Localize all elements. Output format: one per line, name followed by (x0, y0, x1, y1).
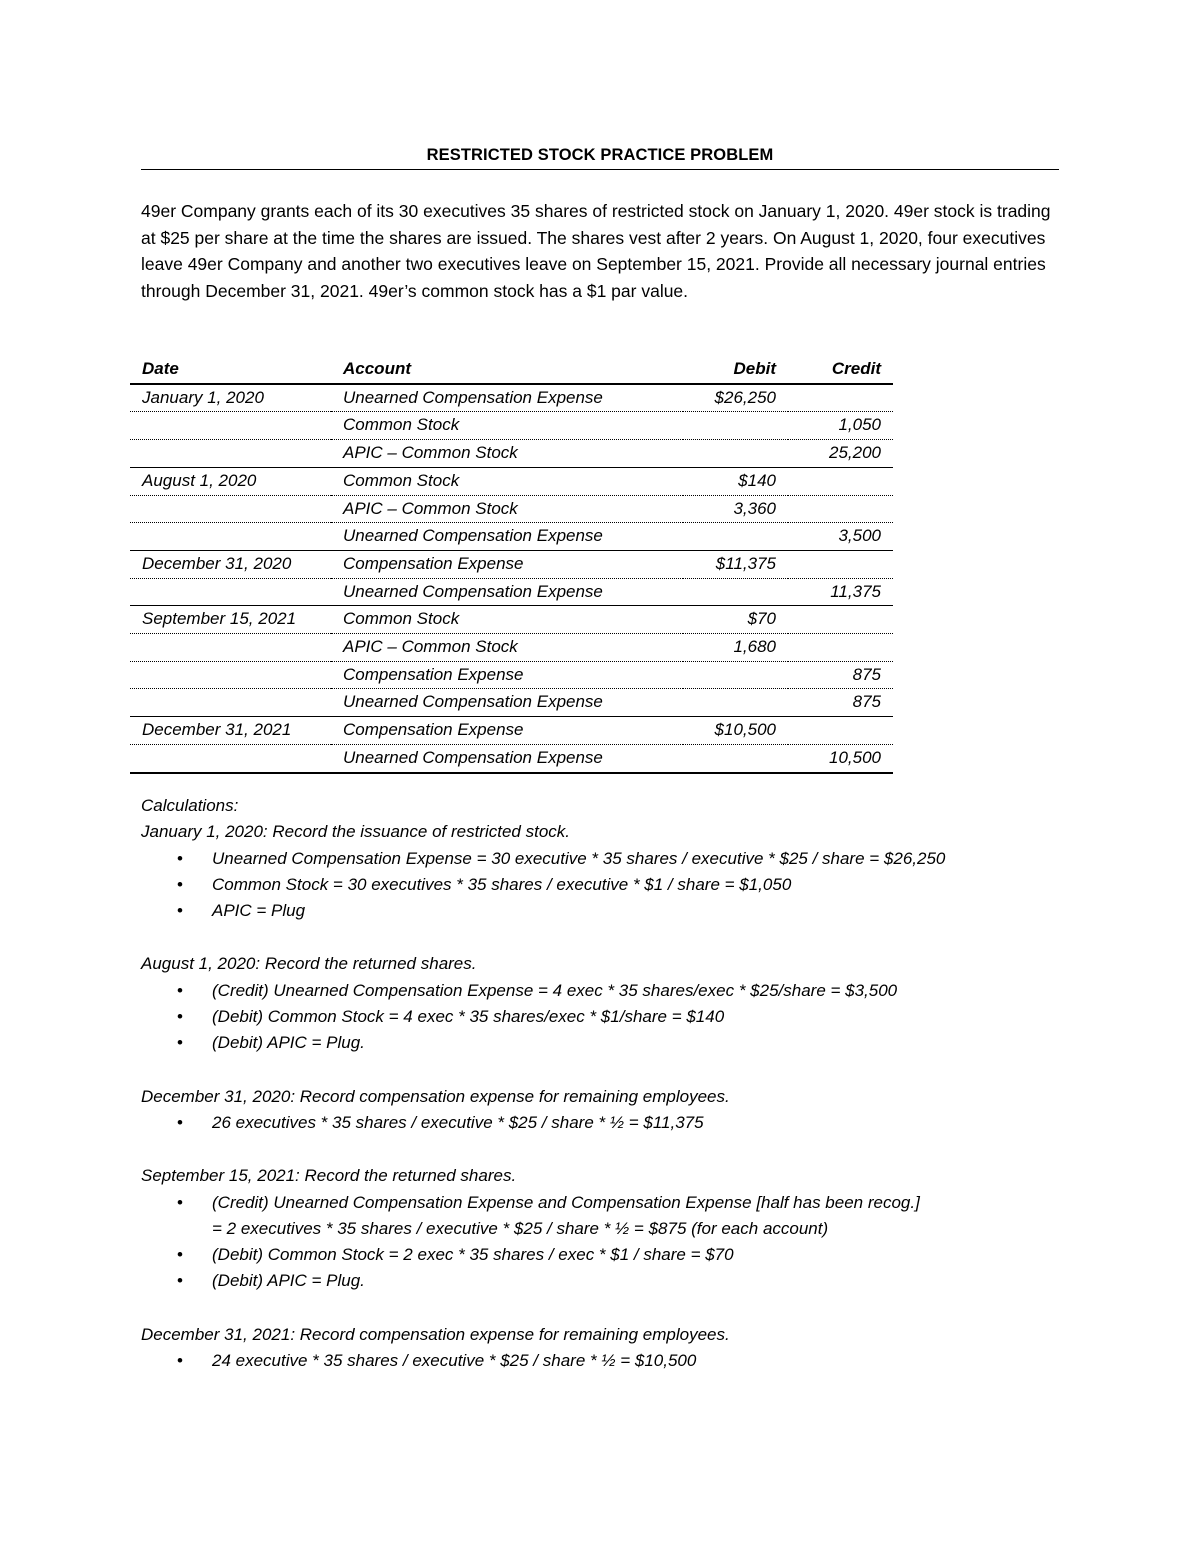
entry-date (130, 495, 331, 523)
list-item: • (Debit) APIC = Plug. (141, 1030, 1141, 1056)
entry-date: September 15, 2021 (130, 606, 331, 634)
calculation-group-heading: September 15, 2021: Record the returned shares. (141, 1166, 517, 1186)
entry-account: Compensation Expense (331, 550, 683, 578)
calculations-heading: Calculations: (141, 796, 239, 815)
entry-account: Compensation Expense (331, 717, 683, 745)
list-item: • (Credit) Unearned Compensation Expense and Compensation Expense [half has been recog.] (141, 1190, 1141, 1216)
entry-account: Unearned Compensation Expense (331, 578, 683, 606)
entry-account: APIC – Common Stock (331, 495, 683, 523)
entry-debit (683, 412, 788, 440)
calculation-group (141, 819, 1141, 924)
calculation-group-heading: January 1, 2020: Record the issuance of restricted stock. (141, 822, 571, 842)
calculation-group-heading: August 1, 2020: Record the returned shares. (141, 954, 477, 974)
entry-account: Unearned Compensation Expense (331, 523, 683, 551)
entry-account: Unearned Compensation Expense (331, 689, 683, 717)
table-row (130, 606, 893, 634)
entry-debit (683, 578, 788, 606)
entry-date: August 1, 2020 (130, 467, 331, 495)
table-row (130, 412, 893, 440)
bullet-icon: • (177, 848, 183, 868)
entry-account: APIC – Common Stock (331, 634, 683, 662)
bullet-icon: • (177, 1007, 183, 1027)
entry-account: Common Stock (331, 412, 683, 440)
entry-debit (683, 661, 788, 689)
entry-credit (788, 606, 893, 634)
entry-account: Compensation Expense (331, 661, 683, 689)
problem-statement: 49er Company grants each of its 30 executives 35 shares of restricted stock on January 1, 2020. 49er stock is trading at $25 per share at the time the shares are issued. The shares vest after 2 years. On August 1, 2020, four executives leave 49er Company and another two executives leave on September 15, 2021. Provide all necessary journal entries through December 31, 2021. 49er’s common stock has a $1 par value. (141, 201, 1051, 301)
entry-debit: 1,680 (683, 634, 788, 662)
table-row (130, 384, 893, 412)
table-row (130, 744, 893, 772)
table-row (130, 578, 893, 606)
entry-date (130, 744, 331, 772)
entry-debit: 3,360 (683, 495, 788, 523)
entry-credit (788, 467, 893, 495)
entry-debit: $70 (683, 606, 788, 634)
bullet-icon: • (177, 901, 183, 921)
entry-debit (683, 523, 788, 551)
bullet-icon: • (177, 1192, 183, 1212)
bullet-icon: • (177, 1271, 183, 1291)
list-item: • 24 executive * 35 shares / executive * $25 / share * ½ = $10,500 (141, 1348, 1141, 1374)
entry-account: Unearned Compensation Expense (331, 744, 683, 772)
bullet-icon: • (177, 1112, 183, 1132)
table-row (130, 717, 893, 745)
entry-date (130, 634, 331, 662)
entry-debit: $26,250 (683, 384, 788, 412)
entry-credit (788, 495, 893, 523)
table-row (130, 440, 893, 468)
list-item: • 26 executives * 35 shares / executive * $25 / share * ½ = $11,375 (141, 1110, 1141, 1136)
entry-credit: 1,050 (788, 412, 893, 440)
list-item: • Common Stock = 30 executives * 35 shares / executive * $1 / share = $1,050 (141, 872, 1141, 898)
entry-date (130, 412, 331, 440)
entry-credit: 11,375 (788, 578, 893, 606)
entry-credit: 10,500 (788, 744, 893, 772)
entry-debit (683, 744, 788, 772)
bullet-icon: • (177, 1245, 183, 1265)
list-item: • (Debit) Common Stock = 2 exec * 35 shares / exec * $1 / share = $70 (141, 1242, 1141, 1268)
entry-account: Common Stock (331, 606, 683, 634)
entry-date (130, 689, 331, 717)
entry-account: APIC – Common Stock (331, 440, 683, 468)
calculation-group-heading: December 31, 2021: Record compensation expense for remaining employees. (141, 1324, 730, 1344)
list-item: • Unearned Compensation Expense = 30 executive * 35 shares / executive * $25 / share = $26,250 (141, 846, 1141, 872)
entry-credit (788, 717, 893, 745)
entry-debit: $140 (683, 467, 788, 495)
entry-credit (788, 634, 893, 662)
entry-credit: 25,200 (788, 440, 893, 468)
bullet-icon: • (177, 1351, 183, 1371)
table-row (130, 689, 893, 717)
calculation-group (141, 1163, 1141, 1294)
list-item-continuation: = 2 executives * 35 shares / executive * $25 / share * ½ = $875 (for each account) (212, 1218, 829, 1238)
journal-entries-table (130, 356, 893, 774)
entry-credit: 3,500 (788, 523, 893, 551)
entry-debit (683, 689, 788, 717)
calculation-group (141, 1084, 1141, 1137)
header-date: Date (130, 356, 331, 384)
entry-debit (683, 440, 788, 468)
bullet-icon: • (177, 980, 183, 1000)
bullet-icon: • (177, 1033, 183, 1053)
table-row (130, 523, 893, 551)
table-row (130, 495, 893, 523)
entry-credit: 875 (788, 689, 893, 717)
entry-date (130, 440, 331, 468)
list-item: • (Credit) Unearned Compensation Expense = 4 exec * 35 shares/exec * $25/share = $3,500 (141, 978, 1141, 1004)
header-account: Account (331, 356, 683, 384)
list-item: • (Debit) APIC = Plug. (141, 1268, 1141, 1294)
table-row (130, 661, 893, 689)
entry-debit: $10,500 (683, 717, 788, 745)
entry-credit (788, 550, 893, 578)
table-row (130, 634, 893, 662)
entry-date (130, 661, 331, 689)
calculation-group-heading: December 31, 2020: Record compensation expense for remaining employees. (141, 1086, 730, 1106)
entry-date: December 31, 2020 (130, 550, 331, 578)
entry-account: Unearned Compensation Expense (331, 384, 683, 412)
calculation-group (141, 951, 1141, 1056)
calculations-section (141, 793, 1141, 1401)
journal-header-row (130, 356, 893, 384)
entry-date (130, 523, 331, 551)
page-title: RESTRICTED STOCK PRACTICE PROBLEM (426, 146, 774, 164)
header-credit: Credit (788, 356, 893, 384)
header-debit: Debit (683, 356, 788, 384)
entry-credit: 875 (788, 661, 893, 689)
list-item: • (Debit) Common Stock = 4 exec * 35 shares/exec * $1/share = $140 (141, 1004, 1141, 1030)
title-rule (141, 169, 1059, 170)
list-item: • APIC = Plug (141, 898, 1141, 924)
entry-credit (788, 384, 893, 412)
entry-date: December 31, 2021 (130, 717, 331, 745)
table-row (130, 467, 893, 495)
calculation-group (141, 1322, 1141, 1375)
bullet-icon: • (177, 874, 183, 894)
entry-debit: $11,375 (683, 550, 788, 578)
table-row (130, 550, 893, 578)
entry-date: January 1, 2020 (130, 384, 331, 412)
entry-date (130, 578, 331, 606)
entry-account: Common Stock (331, 467, 683, 495)
